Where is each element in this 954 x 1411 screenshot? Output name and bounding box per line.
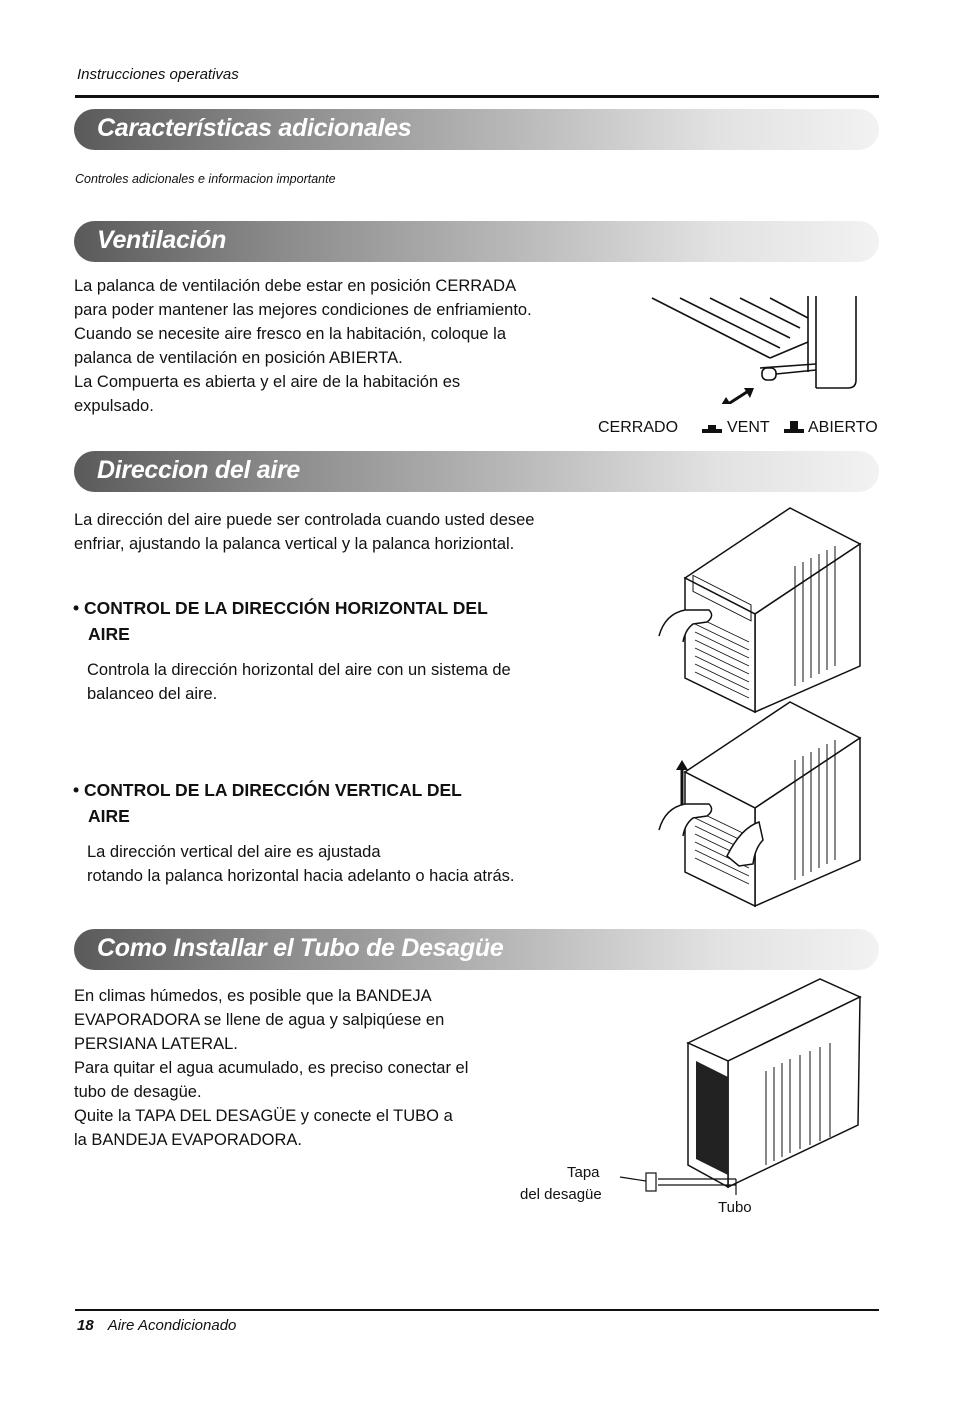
text-line: balanceo del aire.	[87, 685, 218, 703]
text-line: La Compuerta es abierta y el aire de la habitación es	[74, 373, 461, 391]
vent-open-icon	[784, 421, 804, 433]
vertical-control-heading	[73, 777, 462, 829]
vent-closed-icon	[702, 425, 722, 433]
text-line: La palanca de ventilación debe estar en posición CERRADA	[74, 277, 517, 295]
text-line: la BANDEJA EVAPORADORA.	[74, 1131, 303, 1149]
horizontal-control-heading	[73, 595, 488, 647]
text-line: palanca de ventilación en posición ABIERTA.	[74, 349, 403, 367]
text-line: tubo de desagüe.	[74, 1083, 202, 1101]
heading-line: AIRE	[88, 806, 130, 826]
running-head: Instrucciones operativas	[77, 66, 239, 83]
section-banner-caracteristicas	[74, 109, 879, 150]
text-line: EVAPORADORA se llene de agua y salpiqúese en	[74, 1011, 445, 1029]
ventilacion-text	[74, 274, 532, 418]
page-number: 18	[77, 1317, 94, 1334]
section-title: Como Installar el Tubo de Desagüe	[97, 934, 504, 962]
ac-horizontal-illustration	[655, 506, 865, 716]
desague-text	[74, 984, 468, 1152]
text-line: para poder mantener las mejores condiciones de enfriamiento.	[74, 301, 532, 319]
vent-open-label: ABIERTO	[808, 419, 878, 436]
heading-line: • CONTROL DE LA DIRECCIÓN HORIZONTAL DEL	[73, 598, 488, 618]
ac-vertical-illustration	[655, 700, 865, 910]
vent-closed-label: CERRADO	[598, 419, 679, 436]
text-line: rotando la palanca horizontal hacia adelanto o hacia atrás.	[87, 867, 515, 885]
section-title: Características adicionales	[97, 114, 412, 142]
text-line: Para quitar el agua acumulado, es preciso conectar el	[74, 1059, 469, 1077]
heading-line: AIRE	[88, 624, 130, 644]
text-line: La dirección del aire puede ser controlada cuando usted desee	[74, 511, 535, 529]
vent-label: VENT	[727, 419, 770, 436]
text-line: enfriar, ajustando la palanca vertical y la palanca horiziontal.	[74, 535, 515, 553]
direccion-intro	[74, 508, 535, 556]
bottom-rule	[75, 1309, 879, 1311]
vertical-control-text	[87, 840, 514, 888]
top-rule	[75, 95, 879, 98]
horizontal-control-text	[87, 658, 511, 706]
text-line: Cuando se necesite aire fresco en la habitación, coloque la	[74, 325, 507, 343]
page-footer	[77, 1317, 236, 1334]
section-title: Direccion del aire	[97, 456, 301, 484]
text-line: Quite la TAPA DEL DESAGÜE y conecte el TUBO a	[74, 1107, 453, 1125]
drain-tube-label: Tubo	[718, 1199, 752, 1216]
text-line: expulsado.	[74, 397, 154, 415]
drain-cap-label-line2: del desagüe	[520, 1186, 602, 1203]
section-subtitle: Controles adicionales e informacion importante	[75, 172, 336, 186]
text-line: PERSIANA LATERAL.	[74, 1035, 238, 1053]
footer-product: Aire Acondicionado	[107, 1317, 237, 1334]
text-line: La dirección vertical del aire es ajustada	[87, 843, 381, 861]
text-line: En climas húmedos, es posible que la BANDEJA	[74, 987, 432, 1005]
section-title: Ventilación	[97, 226, 227, 254]
heading-line: • CONTROL DE LA DIRECCIÓN VERTICAL DEL	[73, 780, 462, 800]
drain-illustration	[600, 975, 870, 1195]
section-banner-desague	[74, 929, 879, 970]
vent-lever-illustration	[640, 292, 880, 404]
section-banner-ventilacion	[74, 221, 879, 262]
section-banner-direccion	[74, 451, 879, 492]
vent-open-label-clip	[808, 419, 878, 437]
drain-cap-label-line1: Tapa	[567, 1164, 600, 1181]
text-line: Controla la dirección horizontal del aire con un sistema de	[87, 661, 511, 679]
